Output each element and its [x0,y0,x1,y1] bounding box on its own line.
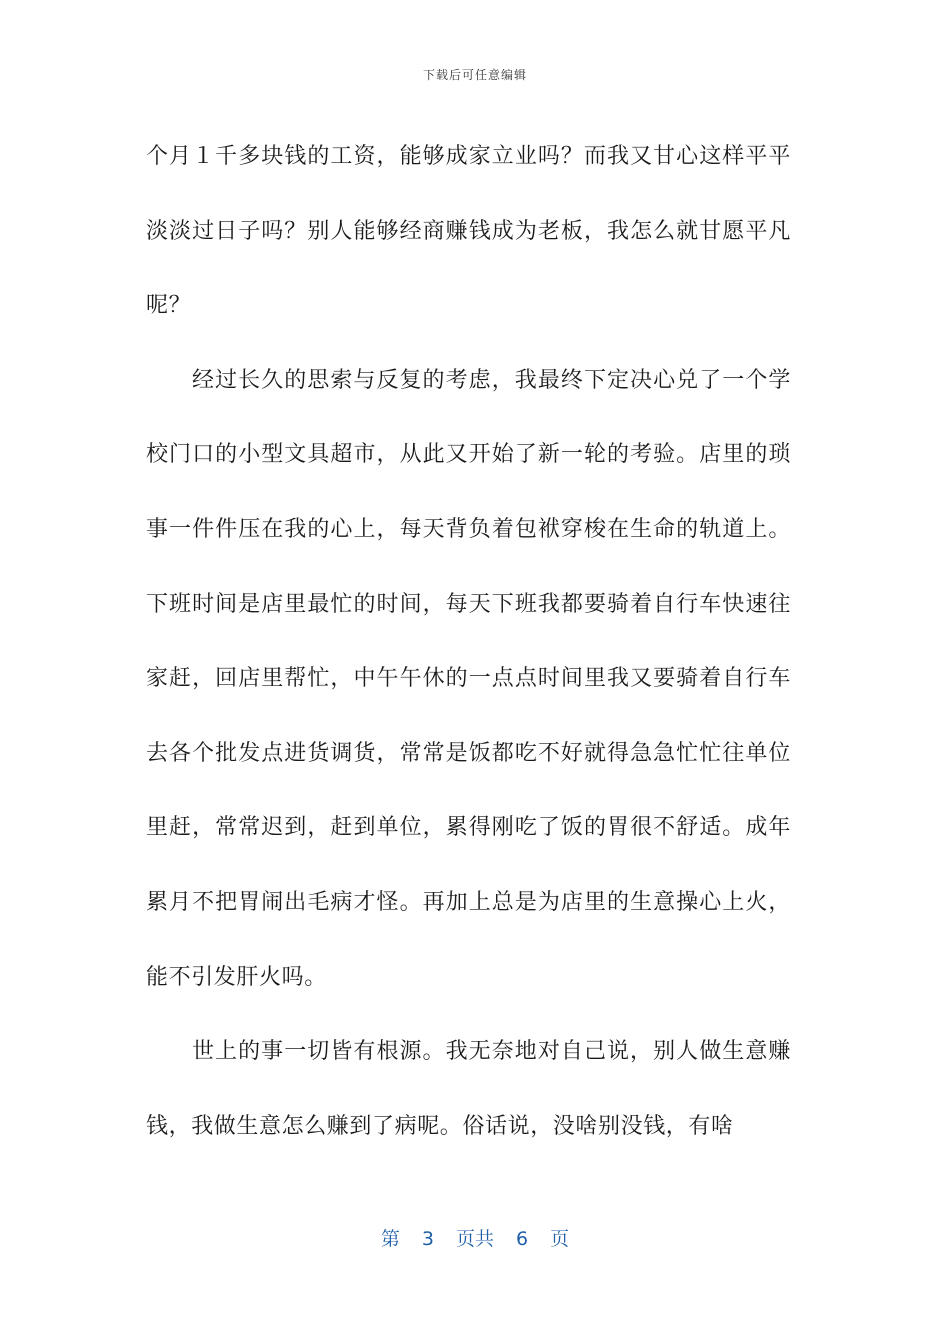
footer-total-pages: 6 [516,1228,529,1250]
document-body [146,120,791,1164]
page-header: 下载后可任意编辑 [422,68,527,82]
footer-total-suffix: 页 [550,1228,570,1250]
paragraph-1: 个月１千多块钱的工资，能够成家立业吗？而我又甘心这样平平淡淡过日子吗？别人能够经商赚钱成为老板，我怎么就甘愿平凡呢？ [146,144,791,319]
page-footer [0,1224,950,1251]
paragraph-2: 经过长久的思索与反复的考虑，我最终下定决心兑了一个学校门口的小型文具超市，从此又开始了新一轮的考验。店里的琐事一件件压在我的心上，每天背负着包袱穿梭在生命的轨道上。下班时间是店里最忙的时间，每天下班我都要骑着自行车快速往家赶，回店里帮忙，中午午休的一点点时间里我又要骑着自行车去各个批发点进货调货，常常是饭都吃不好就得急急忙忙往单位里赶，常常迟到，赶到单位，累得刚吃了饭的胃很不舒适。成年累月不把胃闹出毛病才怪。再加上总是为店里的生意操心上火，能不引发肝火吗。 [146,367,791,990]
paragraph-3: 世上的事一切皆有根源。我无奈地对自己说，别人做生意赚钱，我做生意怎么赚到了病呢。俗话说，没啥别没钱，有啥 [146,1039,791,1139]
footer-total-prefix: 页共 [455,1228,494,1250]
footer-page-label: 第 [380,1228,400,1250]
footer-current-page: 3 [421,1228,434,1250]
